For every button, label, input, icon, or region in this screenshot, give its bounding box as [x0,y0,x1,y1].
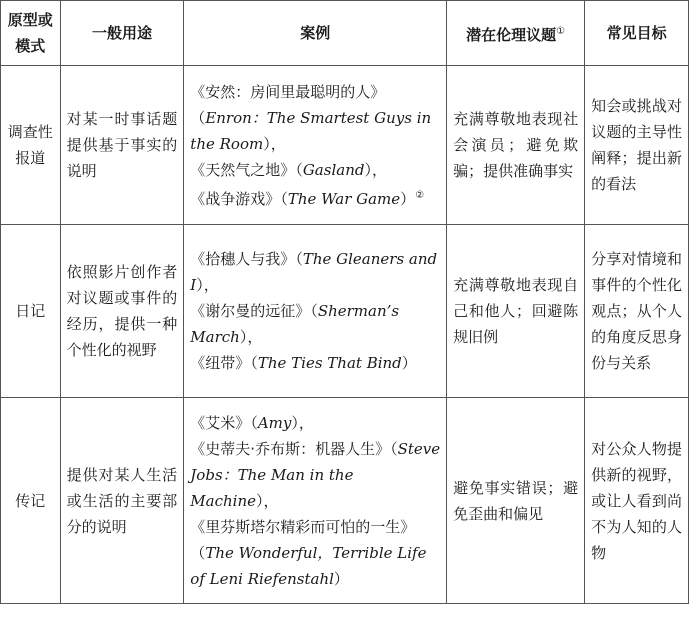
case-title-zh: 《里芬斯塔尔精彩而可怕的一生》 [190,517,416,536]
case-work: 《谢尔曼的远征》（Sherman’s March）， [190,302,400,346]
case-suffix: ， [247,328,263,346]
cell-prototype: 传记 [1,398,61,604]
case-work: 《艾米》（Amy）， [190,413,314,432]
case-title-en: The War Game [287,189,401,208]
case-title-zh: 《纽带》 [190,354,251,372]
cell-prototype: 日记 [1,225,61,398]
case-title-en: Amy [257,413,292,432]
case-work: 《里芬斯塔尔精彩而可怕的一生》（The Wonderful，Terrible Life of Leni Riefenstahl） [190,517,427,588]
case-title-zh: 《谢尔曼的远征》 [190,302,311,320]
header-cases: 案例 [184,1,447,66]
table-row [1,398,689,604]
cell-ethics: 充满尊敬地表现自己和他人；回避陈规旧例 [447,225,585,398]
case-work: 《战争游戏》（The War Game）② [190,189,425,208]
cell-general-use: 对某一时事话题提供基于事实的说明 [60,66,184,225]
case-title-en: Gasland [302,160,365,179]
case-title-zh: 《战争游戏》 [190,189,281,208]
header-general-use: 一般用途 [60,1,184,66]
header-prototype: 原型或模式 [1,1,61,66]
case-work: 《拾穗人与我》（The Gleaners and I）， [190,250,438,294]
cell-cases [184,225,447,398]
case-suffix: ， [371,160,387,179]
case-title-en: The Wonderful，Terrible Life of Leni Riefenstahl [190,543,427,588]
case-footnote: ② [415,189,425,201]
case-work: 《纽带》（The Ties That Bind） [190,354,417,372]
case-suffix: ， [203,276,219,294]
cell-prototype: 调查性报道 [1,66,61,225]
cell-ethics: 避免事实错误；避免歪曲和偏见 [447,398,585,604]
case-work: 《天然气之地》（Gasland）， [190,160,387,179]
cell-ethics: 充满尊敬地表现社会演员；避免欺骗；提供准确事实 [447,66,585,225]
cell-cases [184,66,447,225]
case-title-zh: 《拾穗人与我》 [190,250,296,268]
case-work: 《安然：房间里最聪明的人》（Enron：The Smartest Guys in the Room）， [190,82,432,153]
case-suffix: ， [298,413,314,432]
case-title-en: Steve Jobs：The Man in the Machine [190,439,441,510]
case-title-zh: 《天然气之地》 [190,160,296,179]
header-goals: 常见目标 [585,1,689,66]
case-title-en: Sherman’s March [190,302,400,346]
case-suffix: ， [270,134,286,153]
case-title-zh: 《史蒂夫·乔布斯：机器人生》 [190,439,391,458]
cell-goals: 对公众人物提供新的视野，或让人看到尚不为人知的人物 [585,398,689,604]
cell-goals: 知会或挑战对议题的主导性阐释；提出新的看法 [585,66,689,225]
cell-goals: 分享对情境和事件的个性化观点；从个人的角度反思身份与关系 [585,225,689,398]
table-row [1,225,689,398]
cell-general-use: 提供对某人生活或生活的主要部分的说明 [60,398,184,604]
case-title-zh: 《艾米》 [190,413,251,432]
case-suffix: ， [263,491,279,510]
cell-cases [184,398,447,604]
case-title-zh: 《安然：房间里最聪明的人》 [190,82,386,101]
table-row [1,66,689,225]
cell-general-use: 依照影片创作者对议题或事件的经历，提供一种个性化的视野 [60,225,184,398]
header-ethics-footnote: ① [556,25,566,37]
header-ethics [447,1,585,66]
header-ethics-label: 潜在伦理议题 [466,25,557,44]
case-title-en: The Ties That Bind [257,354,402,372]
header-row [1,1,689,66]
case-work: 《史蒂夫·乔布斯：机器人生》（Steve Jobs：The Man in the Machine）， [190,439,441,510]
case-title-en: Enron：The Smartest Guys in the Room [190,108,432,153]
case-title-en: The Gleaners and I [190,250,438,294]
